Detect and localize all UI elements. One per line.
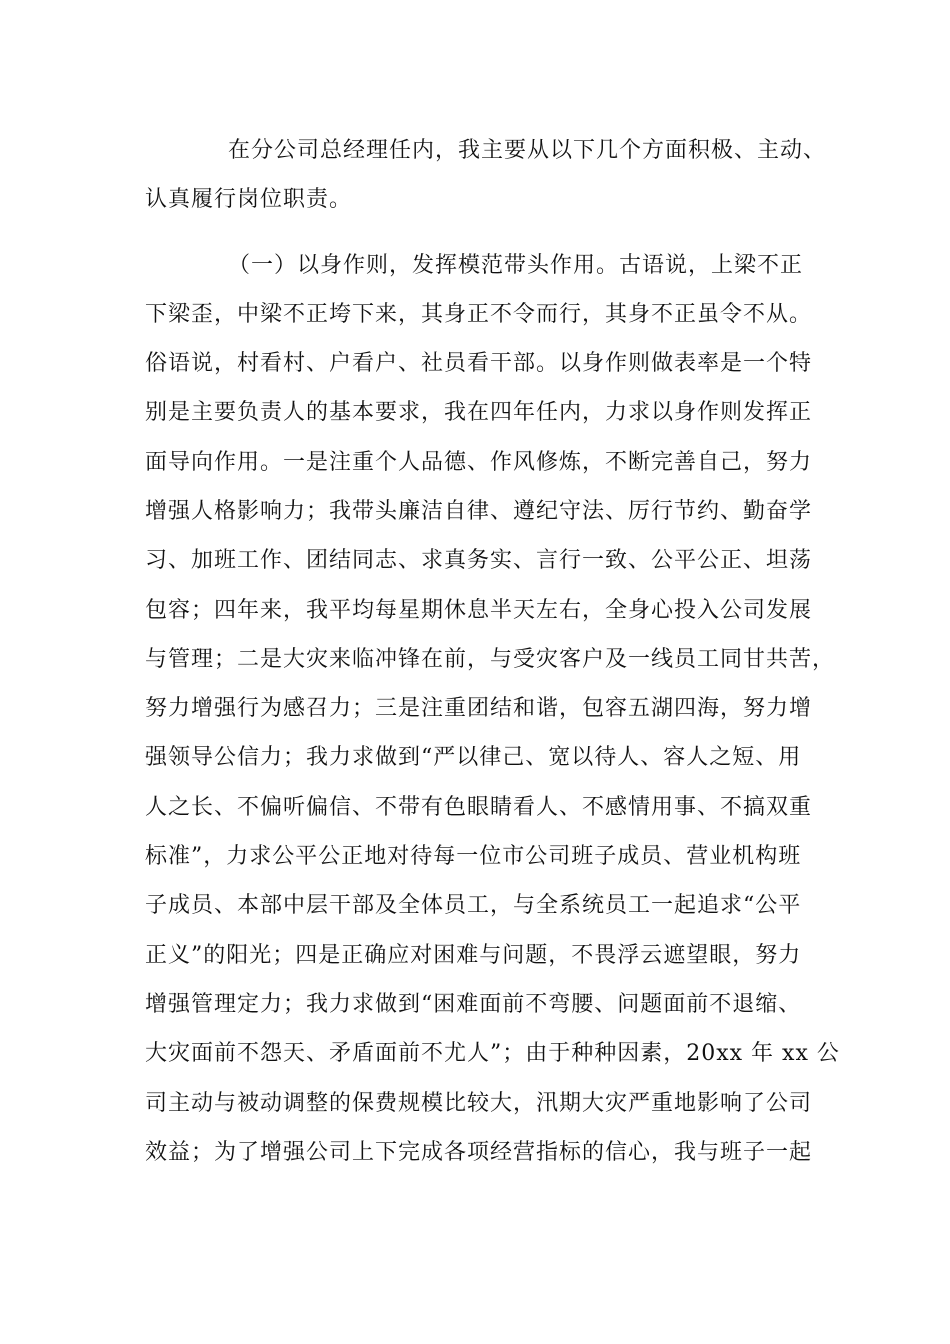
text-line: 人之长、不偏听偏信、不带有色眼睛看人、不感情用事、不搞双重 [145,795,813,820]
text-line: 与管理；二是大灾来临冲锋在前，与受灾客户及一线员工同甘共苦， [145,647,836,672]
text-line: 正义”的阳光；四是正确应对困难与问题，不畏浮云遮望眼，努力 [145,943,802,968]
text-line: 强领导公信力；我力求做到“严以律己、宽以待人、容人之短、用 [145,745,802,770]
text-line: 标准”，力求公平公正地对待每一位市公司班子成员、营业机构班 [145,844,802,869]
text-line: 俗语说，村看村、户看户、社员看干部。以身作则做表率是一个特 [145,351,813,376]
text-line: 增强人格影响力；我带头廉洁自律、遵纪守法、厉行节约、勤奋学 [145,499,813,524]
text-line: 下梁歪，中梁不正垮下来，其身正不令而行，其身不正虽令不从。 [145,302,813,327]
text-line: 包容；四年来，我平均每星期休息半天左右，全身心投入公司发展 [145,598,813,623]
text-line: 面导向作用。一是注重个人品德、作风修炼，不断完善自己，努力 [145,450,813,475]
text-line: 认真履行岗位职责。 [145,187,353,212]
text-line: 子成员、本部中层干部及全体员工，与全系统员工一起追求“公平 [145,893,802,918]
text-line: 努力增强行为感召力；三是注重团结和谐，包容五湖四海，努力增 [145,696,813,721]
text-line: 大灾面前不怨天、矛盾面前不尤人”；由于种种因素，20xx 年 xx 公 [145,1041,840,1066]
text-line: 增强管理定力；我力求做到“困难面前不弯腰、问题面前不退缩、 [145,992,802,1017]
text-line: 司主动与被动调整的保费规模比较大，汛期大灾严重地影响了公司 [145,1091,813,1116]
text-line: 别是主要负责人的基本要求，我在四年任内，力求以身作则发挥正 [145,400,813,425]
text-line: （一）以身作则，发挥模范带头作用。古语说，上梁不正 [228,253,804,278]
text-line: 习、加班工作、团结同志、求真务实、言行一致、公平公正、坦荡 [145,548,813,573]
text-line: 效益；为了增强公司上下完成各项经营指标的信心，我与班子一起 [145,1140,813,1165]
text-line: 在分公司总经理任内，我主要从以下几个方面积极、主动、 [228,138,827,163]
